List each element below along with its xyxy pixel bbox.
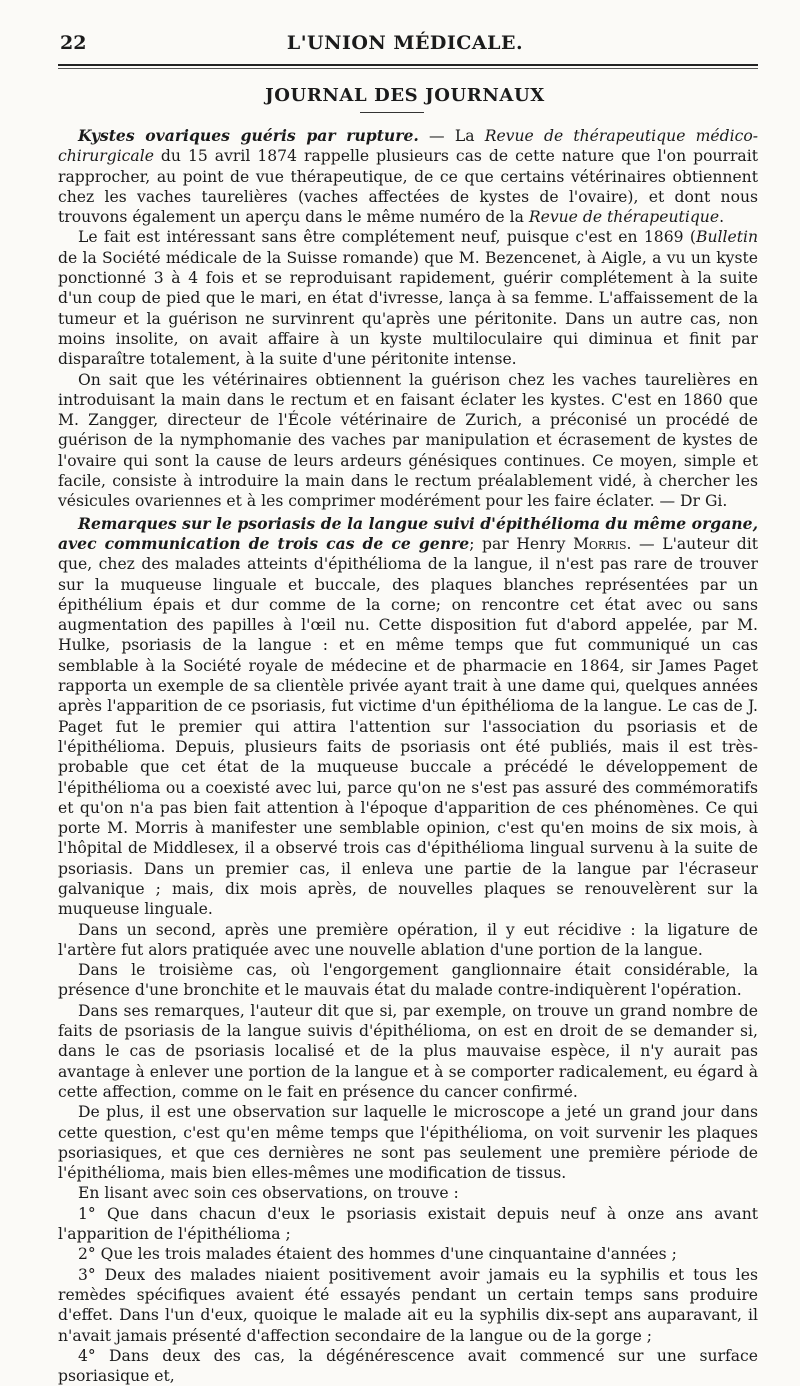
article-1-text-end: . <box>719 208 725 227</box>
article-1-text: du 15 avril 1874 rappelle plusieurs cas de cette nature que l'on pourrait rapprocher, au point de vue thérapeutique, de ce que certains vétérinaires obtiennent chez les vaches taurelières (vaches affectées de kystes de l'ovaire), et dont nous trouvons également un aperçu dans le même numéro de la <box>58 147 758 227</box>
article-2-paragraph-2: Dans un second, après une première opération, il y eut récidive : la ligature de l'artère fut alors pratiquée avec une nouvelle ablation d'une portion de la langue. <box>58 920 758 959</box>
title-underline <box>360 112 424 113</box>
article-1-dash: — La <box>418 127 485 145</box>
article-body <box>58 126 758 1386</box>
running-header <box>52 30 758 60</box>
article-2-item-4: 4° Dans deux des cas, la dégénérescence avait commencé sur une surface psoriasique et, <box>58 1346 758 1386</box>
article-2-item-3: 3° Deux des malades niaient positivement avoir jamais eu la syphilis et tous les remèdes spécifiques avaient été essayés pendant un certain temps sans produire d'effet. Dans l'un d'eux, quoique le malade ait eu la syphilis dix-sept ans auparavant, il n'avait jamais présenté d'affection secondaire de la langue ou de la gorge ; <box>58 1265 758 1345</box>
article-2-by: ; par Henry <box>469 534 574 553</box>
article-2-paragraph-6: En lisant avec soin ces observations, on trouve : <box>78 1184 459 1203</box>
article-1-journal-2: Revue de thérapeutique <box>528 208 720 227</box>
article-2-item-2: 2° Que les trois malades étaient des hommes d'une cinquantaine d'années ; <box>78 1245 677 1264</box>
article-2-text: . — L'auteur dit que, chez des malades atteints d'épithélioma de la langue, il n'est pas rare de trouver sur la muqueuse linguale et buccale, des plaques blanches représentées par un épithélium épais et dur comme de la corne; on rencontre cet état avec ou sans augmentation des papilles à l'œil nu. Cette disposition fut d'abord appelée, par M. Hulke, psoriasis de la langue : et en même temps que fut communiqué un cas semblable à la Société royale de médecine et de pharmacie en 1864, sir James Paget rapporta un exemple de sa clientèle privée ayant trait à une dame qui, quelques années après l'apparition de ce psoriasis, fut victime d'un épithélioma de la langue. Le cas de J. Paget fut le premier qui attira l'attention sur l'association du psoriasis et de l'épithélioma. Depuis, plusieurs faits de psoriasis ont été publiés, mais il est très-probable que cet état de la muqueuse buccale a précédé le développement de l'épithélioma ou a coexisté avec lui, parce qu'on ne s'est pas assuré des commémoratifs et qu'on n'a pas bien fait attention à l'époque d'apparition de ces phénomènes. Ce qui porte M. Morris à manifester une semblable opinion, c'est qu'en moins de six mois, à l'hôpital de Middlesex, il a observé trois cas d'épithélioma lingual survenu à la suite de psoriasis. Dans un premier cas, il enleva une partie de la langue par l'écraseur galvanique ; mais, dix mois après, de nouvelles plaques se renouvelèrent sur la muqueuse linguale. <box>58 534 759 919</box>
article-1-journal: Revue de thérapeutique médico-chirurgicale <box>58 127 759 166</box>
article-1-paragraph-3: On sait que les vétérinaires obtiennent la guérison chez les vaches taurelières en introduisant la main dans le rectum et en faisant éclater les kystes. C'est en 1860 que M. Zangger, directeur de l'École vétérinaire de Zurich, a préconisé un procédé de guérison de la nymphomanie des vaches par manipulation et écrasement de kystes de l'ovaire qui sont la cause de leurs ardeurs génésiques continues. Ce moyen, simple et facile, consiste à introduire la main dans le rectum préalablement vidé, à chercher les vésicules ovariennes et à les comprimer modérément pour les faire éclater. — Dr Gi. <box>58 370 758 511</box>
article-1-p2-bulletin: Bulletin <box>695 228 758 247</box>
page-number: 22 <box>60 32 87 54</box>
header-rule <box>58 64 758 66</box>
header-rule-thin <box>58 68 758 69</box>
running-title: L'UNION MÉDICALE. <box>286 32 524 54</box>
article-2-author: Morris <box>573 534 627 553</box>
article-2-paragraph-3: Dans le troisième cas, où l'engorgement ganglionnaire était considérable, la présence d'une bronchite et le mauvais état du malade contre-indiquèrent l'opération. <box>58 961 758 1000</box>
article-1-paragraph-1 <box>58 126 758 227</box>
article-2-paragraph-5: De plus, il est une observation sur laquelle le microscope a jeté un grand jour dans cette question, c'est qu'en même temps que l'épithélioma, on voit survenir les plaques psoriasiques, et que ces dernières ne sont pas seulement une première période de l'épithélioma, mais bien elles-mêmes une modification de tissus. <box>58 1103 758 1183</box>
section-title: JOURNAL DES JOURNAUX <box>265 85 545 106</box>
article-2-paragraph-1 <box>58 514 758 920</box>
article-1-lead: Kystes ovariques guéris par rupture. <box>78 126 419 145</box>
article-1-p2-a: Le fait est intéressant sans être complétement neuf, puisque c'est en 1869 ( <box>78 228 696 247</box>
article-1-paragraph-2 <box>58 227 758 369</box>
article-2-item-1: 1° Que dans chacun d'eux le psoriasis existait depuis neuf à onze ans avant l'apparition de l'épithélioma ; <box>58 1204 758 1244</box>
article-1-p2-c: de la Société médicale de la Suisse romande) que M. Bezencenet, à Aigle, a vu un kyste ponctionné 3 à 4 fois et se reproduisant rapidement, guérir complétement à la suite d'un coup de pied que le mari, en état d'ivresse, lança à sa femme. L'affaissement de la tumeur et la guérison ne survinrent qu'après une péritonite. Dans un autre cas, non moins insolite, on avait affaire à un kyste multiloculaire qui diminua et finit par disparaître totalement, à la suite d'une péritonite intense. <box>58 248 758 369</box>
article-2-paragraph-4: Dans ses remarques, l'auteur dit que si, par exemple, on trouve un grand nombre de faits de psoriasis de la langue suivis d'épithélioma, on est en droit de se demander si, dans le cas de psoriasis localisé et de la plus mauvaise espèce, il n'y aurait pas avantage à enlever une portion de la langue et à se comporter radicalement, eu égard à cette affection, comme on le fait en présence du cancer confirmé. <box>58 1001 758 1101</box>
article-2-lead: Remarques sur le psoriasis de la langue suivi d'épithélioma du même organe, avec communication de trois cas de ce genre <box>58 513 758 553</box>
